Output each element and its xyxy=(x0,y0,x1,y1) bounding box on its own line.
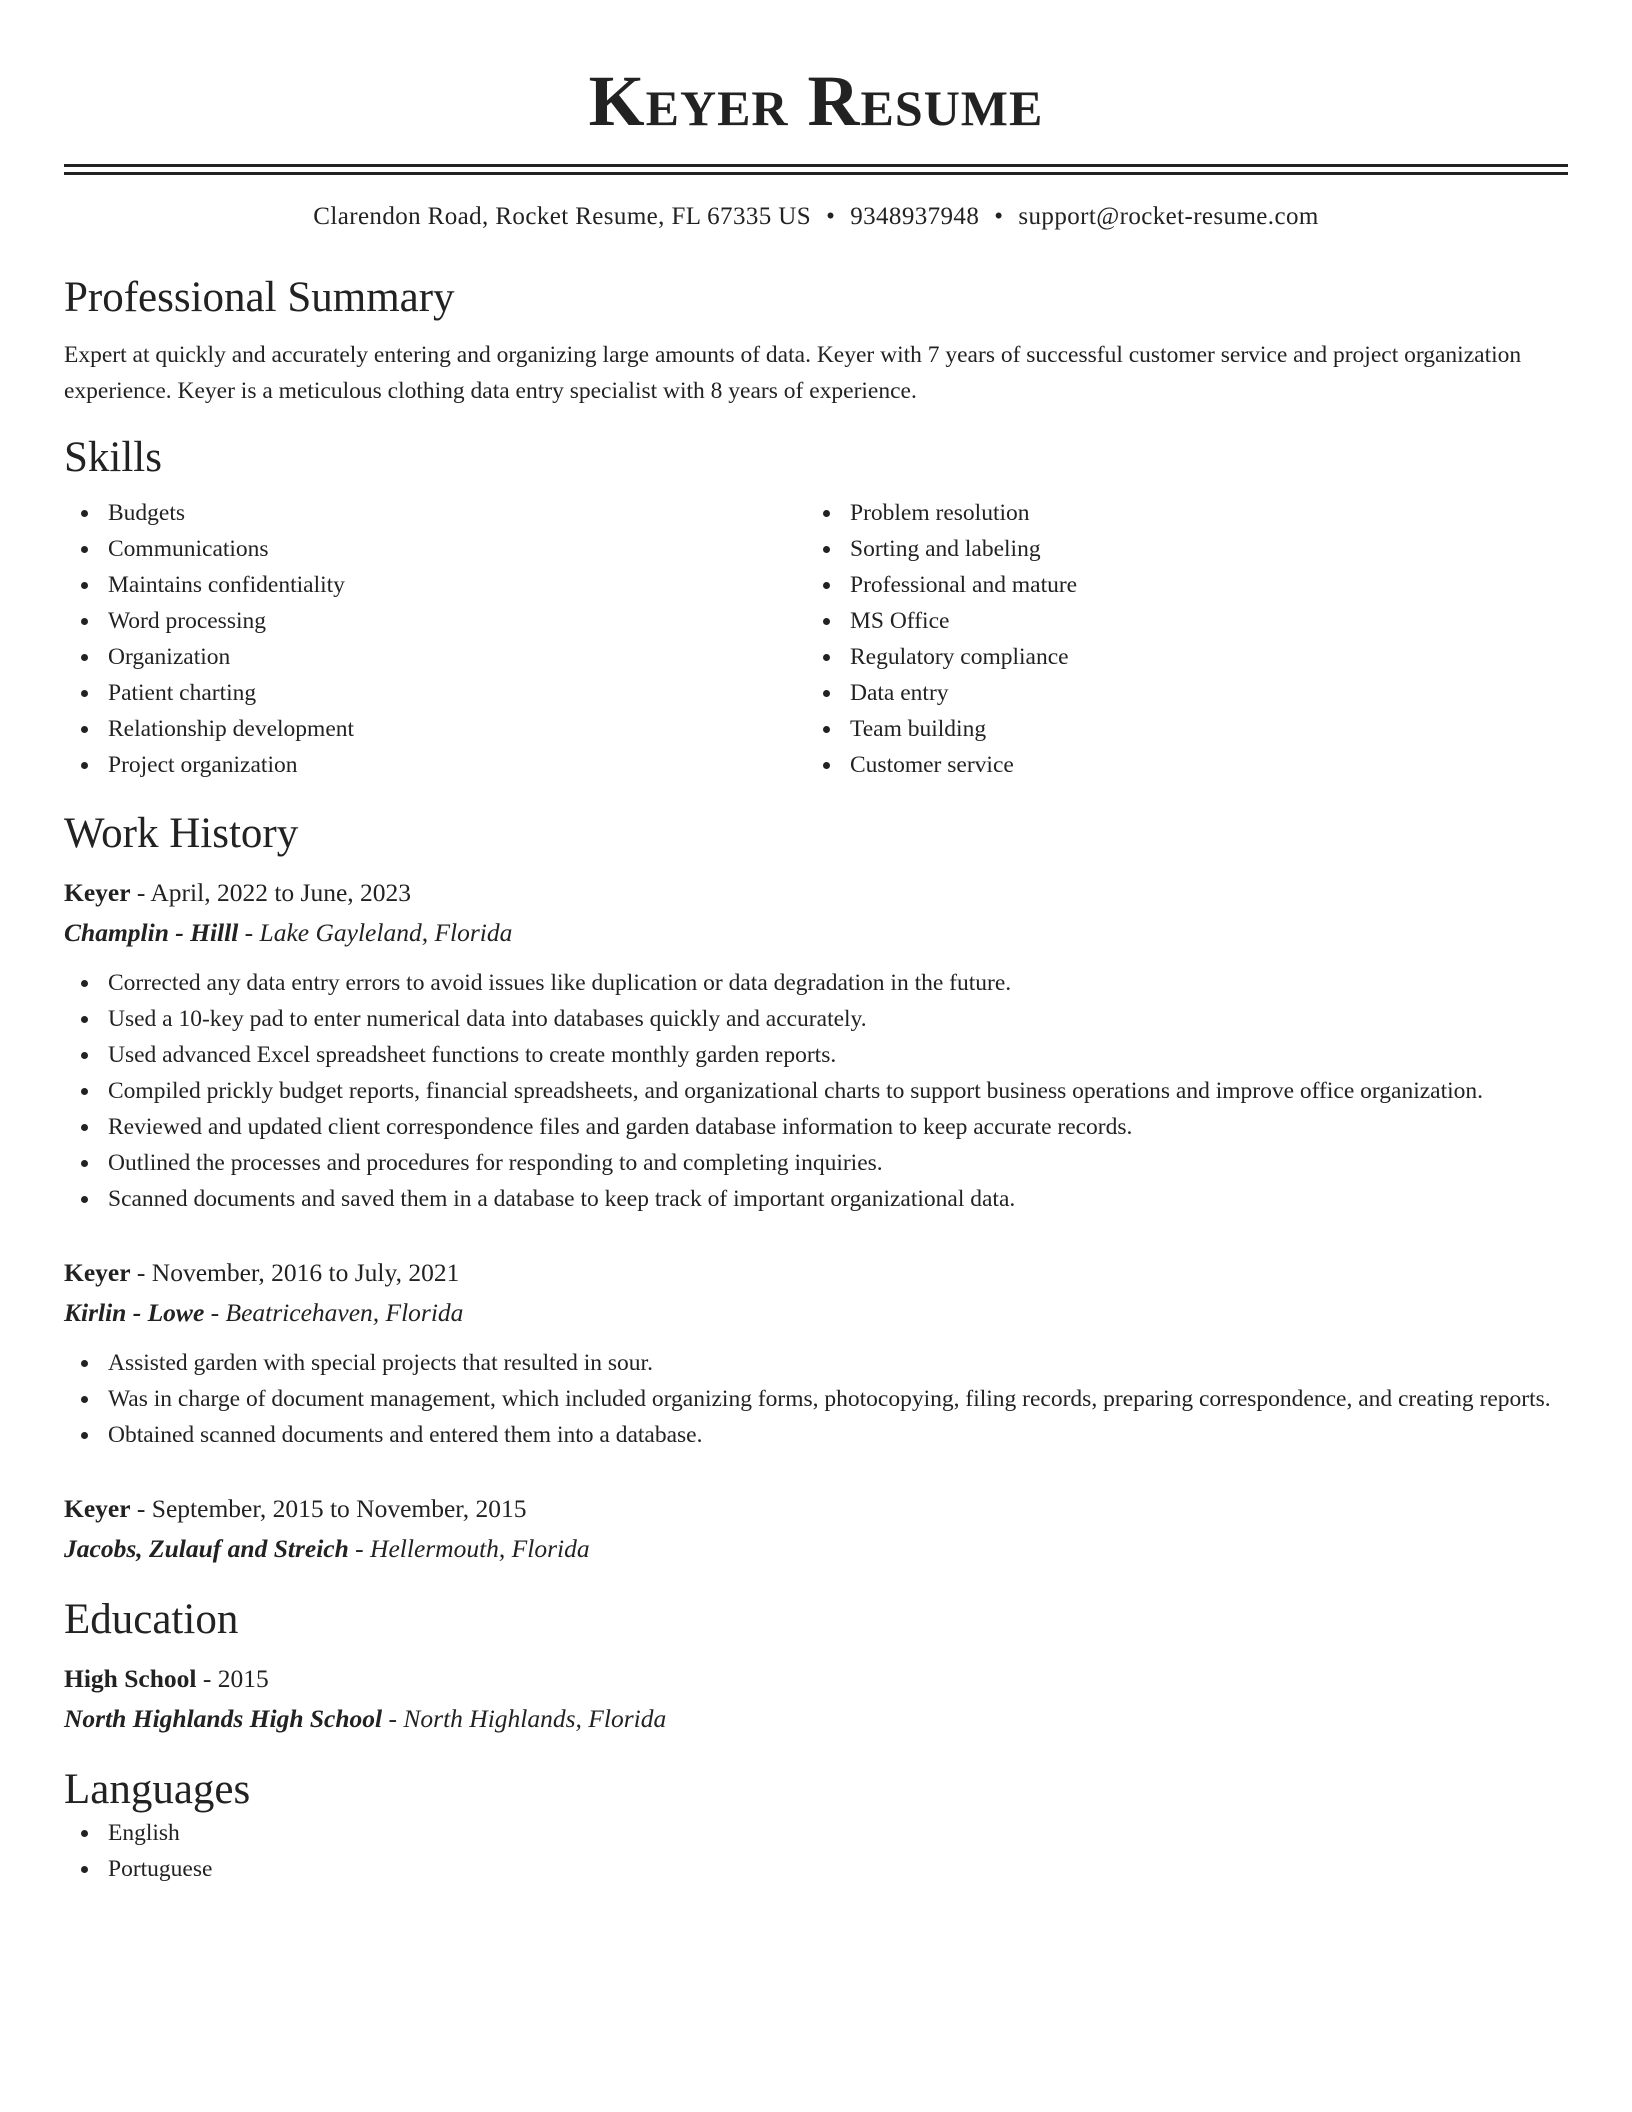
job-company-line xyxy=(64,913,1568,953)
contact-phone: 9348937948 xyxy=(850,203,980,230)
job-company-line xyxy=(64,1293,1568,1333)
education-location: - North Highlands, Florida xyxy=(382,1704,667,1733)
job-dates: - November, 2016 to July, 2021 xyxy=(130,1258,460,1287)
job-company: Kirlin - Lowe xyxy=(64,1298,205,1327)
resume-name: Keyer Resume xyxy=(588,61,1044,141)
job-role: Keyer xyxy=(64,1258,131,1287)
skill-item: Maintains confidentiality xyxy=(64,567,806,603)
job-location: - Beatricehaven, Florida xyxy=(204,1298,464,1327)
languages-heading: Languages xyxy=(64,1766,251,1813)
job-dates: - September, 2015 to November, 2015 xyxy=(130,1494,527,1523)
work-history-heading: Work History xyxy=(64,810,299,857)
job-duties xyxy=(64,1345,1568,1453)
skills-column-left xyxy=(64,495,806,783)
skill-item: Sorting and labeling xyxy=(806,531,1548,567)
job-title-line xyxy=(64,1253,1568,1293)
job-title-line xyxy=(64,873,1568,913)
job-role: Keyer xyxy=(64,878,131,907)
skill-item: Communications xyxy=(64,531,806,567)
skills-column-right xyxy=(806,495,1548,783)
education-degree-line xyxy=(64,1659,1568,1699)
skill-item: Patient charting xyxy=(64,675,806,711)
job-location: - Hellermouth, Florida xyxy=(348,1534,590,1563)
job-dates: - April, 2022 to June, 2023 xyxy=(130,878,412,907)
duty-item: Reviewed and updated client correspondence files and garden database information to keep accurate records. xyxy=(64,1109,1568,1145)
education-degree: High School xyxy=(64,1664,197,1693)
skill-item: Regulatory compliance xyxy=(806,639,1548,675)
job-company-line xyxy=(64,1529,1568,1569)
skill-item: Team building xyxy=(806,711,1548,747)
languages-list xyxy=(64,1815,1568,1887)
skill-item: Customer service xyxy=(806,747,1548,783)
duty-item: Used advanced Excel spreadsheet functions to create monthly garden reports. xyxy=(64,1037,1568,1073)
contact-line xyxy=(64,201,1568,233)
job-entry xyxy=(64,873,1568,1217)
education-school-line xyxy=(64,1699,1568,1739)
education-heading: Education xyxy=(64,1596,239,1643)
job-title-line xyxy=(64,1489,1568,1529)
language-item: English xyxy=(64,1815,1568,1851)
duty-item: Outlined the processes and procedures for responding to and completing inquiries. xyxy=(64,1145,1568,1181)
skills-list xyxy=(64,495,1568,783)
duty-item: Compiled prickly budget reports, financial spreadsheets, and organizational charts to support business operations and improve office organization. xyxy=(64,1073,1568,1109)
job-role: Keyer xyxy=(64,1494,131,1523)
header-divider xyxy=(64,164,1568,175)
education-entry xyxy=(64,1659,1568,1739)
contact-separator: • xyxy=(994,203,1004,230)
job-entry xyxy=(64,1253,1568,1453)
contact-address: Clarendon Road, Rocket Resume, FL 67335 US xyxy=(313,203,812,230)
duty-item: Used a 10-key pad to enter numerical data into databases quickly and accurately. xyxy=(64,1001,1568,1037)
duty-item: Obtained scanned documents and entered them into a database. xyxy=(64,1417,1568,1453)
job-entry xyxy=(64,1489,1568,1569)
skill-item: Budgets xyxy=(64,495,806,531)
summary-heading: Professional Summary xyxy=(64,274,455,321)
duty-item: Was in charge of document management, which included organizing forms, photocopying, filing records, preparing correspondence, and creating reports. xyxy=(64,1381,1568,1417)
education-year: - 2015 xyxy=(196,1664,269,1693)
skill-item: Data entry xyxy=(806,675,1548,711)
job-location: - Lake Gayleland, Florida xyxy=(238,918,513,947)
skill-item: Relationship development xyxy=(64,711,806,747)
duty-item: Scanned documents and saved them in a database to keep track of important organizational data. xyxy=(64,1181,1568,1217)
summary-text: Expert at quickly and accurately entering and organizing large amounts of data. Keyer with 7 years of successful customer service and project organization experience. Keyer is a meticulous clothing data entry specialist with 8 years of experience. xyxy=(64,342,1522,404)
contact-separator: • xyxy=(826,203,836,230)
skills-heading: Skills xyxy=(64,434,162,481)
job-company: Jacobs, Zulauf and Streich xyxy=(64,1534,349,1563)
skill-item: Professional and mature xyxy=(806,567,1548,603)
skill-item: Organization xyxy=(64,639,806,675)
skill-item: Problem resolution xyxy=(806,495,1548,531)
duty-item: Corrected any data entry errors to avoid issues like duplication or data degradation in the future. xyxy=(64,965,1568,1001)
contact-email: support@rocket-resume.com xyxy=(1018,203,1319,230)
language-item: Portuguese xyxy=(64,1851,1568,1887)
duty-item: Assisted garden with special projects that resulted in sour. xyxy=(64,1345,1568,1381)
job-company: Champlin - Hilll xyxy=(64,918,239,947)
skill-item: Project organization xyxy=(64,747,806,783)
skill-item: Word processing xyxy=(64,603,806,639)
education-school: North Highlands High School xyxy=(64,1704,383,1733)
job-duties xyxy=(64,965,1568,1217)
skill-item: MS Office xyxy=(806,603,1548,639)
